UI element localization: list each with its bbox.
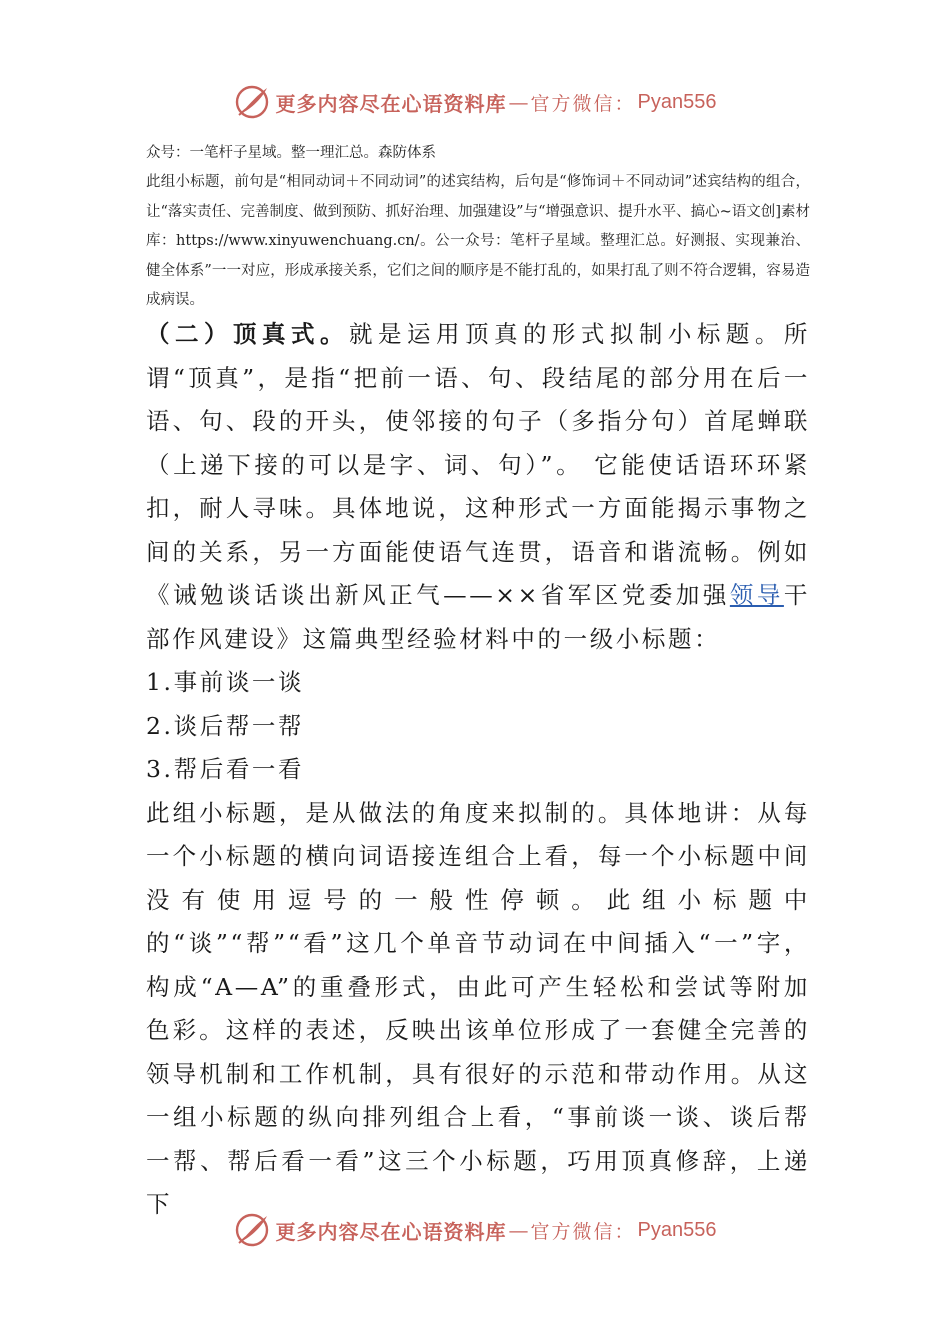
paragraph-dingzhen (146, 313, 810, 661)
footer-banner (0, 1210, 950, 1250)
banner-contact-id: Pyan556 (637, 90, 717, 113)
section-heading: （二）顶真式。 (146, 320, 349, 348)
banner-contact-label: 官方微信： (530, 1220, 636, 1243)
quill-pen-logo-icon (234, 1212, 270, 1248)
list-item: 3.帮后看一看 (146, 755, 305, 783)
header-banner (0, 82, 950, 122)
small-text-paragraph: 此组小标题，前句是“相同动词＋不同动词”的述宾结构，后句是“修饰词＋不同动词”述宾结构的组合，让“落实责任、完善制度、做到预防、抓好治理、加强建设”与“增强意识、提升水平、搞心~语文创]素材库：https://www.xinyuwenchuang.cn/。公一众号：笔杆子星域。整理汇总。好测报、实现兼治、健全体系”一一对应，形成承接关系，它们之间的顺序是不能打乱的，如果打乱了则不符合逻辑，容易造成病误。 (146, 174, 810, 308)
lingdao-link[interactable]: 领导 (729, 581, 784, 609)
paragraph-text: 就是运用顶真的形式拟制小标题。所谓“顶真”，是指“把前一语、句、段结尾的部分用在后一语、句、段的开头，使邻接的句子（多指分句）首尾蝉联（上递下接的可以是字、词、句）”。 它能使话语环环紧扣，耐人寻味。具体地说，这种形式一方面能揭示事物之间的关系，另一方面能使语气连贯，语音和谐流畅。例如《诫勉谈话谈出新风正气——××省军区党委加强 (146, 320, 810, 609)
paragraph-analysis: 此组小标题，是从做法的角度来拟制的。具体地讲：从每一个小标题的横向词语接连组合上看，每一个小标题中间没有使用逗号的一般性停顿。此组小标题中的“谈”“帮”“看”这几个单音节动词在中间插入“一”字，构成“A—A”的重叠形式，由此可产生轻松和尝试等附加色彩。这样的表述，反映出该单位形成了一套健全完善的领导机制和工作机制，具有很好的示范和带动作用。从这一组小标题的纵向排列组合上看，“事前谈一谈、谈后帮一帮、帮后看一看”这三个小标题，巧用顶真修辞，上递下 (146, 798, 810, 1218)
list-item: 1.事前谈一谈 (146, 668, 305, 696)
small-text-line: 众号：一笔杆子星域。整一理汇总。森防体系 (146, 145, 436, 161)
banner-main-text: 更多内容尽在心语资料库 (275, 91, 507, 116)
main-body (146, 313, 810, 1227)
banner-separator: — (508, 90, 529, 114)
banner-contact-label: 官方微信： (530, 92, 636, 115)
banner-main-text: 更多内容尽在心语资料库 (275, 1219, 507, 1244)
paragraph-text-end: 干部作风建设》这篇典型经验材料中的一级小标题： (146, 581, 810, 653)
list-item: 2.谈后帮一帮 (146, 711, 305, 740)
banner-contact-id: Pyan556 (637, 1218, 717, 1241)
banner-separator: — (508, 1218, 529, 1242)
quill-pen-logo-icon (234, 84, 270, 120)
